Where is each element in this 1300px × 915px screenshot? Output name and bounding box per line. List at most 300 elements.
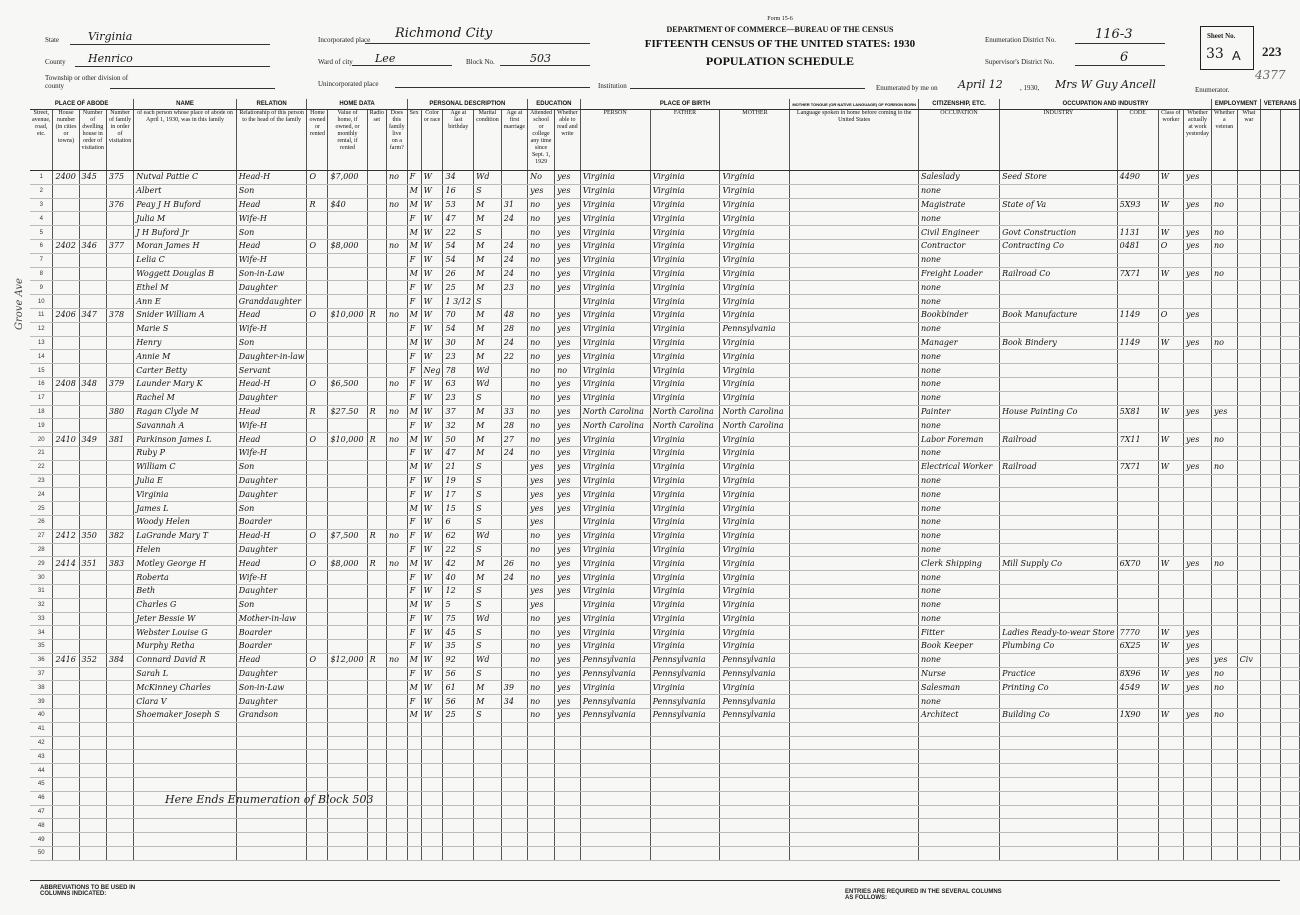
cell-x1 [1261, 612, 1281, 626]
line-number: 4 [30, 212, 53, 226]
cell-x2 [1281, 184, 1300, 198]
cell-am [501, 171, 527, 185]
cell-name: Parkinson James L [134, 433, 237, 447]
cell-age: 70 [443, 308, 474, 322]
cell-race: W [421, 253, 443, 267]
cell-vet [1212, 502, 1238, 516]
cell-ind: Printing Co [1000, 681, 1118, 695]
cell-x2 [1281, 626, 1300, 640]
cell-pb: Pennsylvania [580, 667, 650, 681]
cell-war [1237, 529, 1260, 543]
cell-am: 26 [501, 557, 527, 571]
cell-mar [474, 764, 502, 778]
cell-wk [1184, 488, 1212, 502]
cell-mb: Virginia [720, 364, 790, 378]
cell-pb: Virginia [580, 364, 650, 378]
cell-fam [106, 336, 133, 350]
cell-x1 [1261, 847, 1281, 861]
cell-rel: Son [236, 226, 307, 240]
cell-occ: Fitter [918, 626, 999, 640]
cell-age: 75 [443, 612, 474, 626]
cell-cls [1158, 833, 1183, 847]
cell-mar: S [474, 391, 502, 405]
cell-house: 2414 [53, 557, 79, 571]
cell-farm [386, 695, 407, 709]
cell-wk [1184, 584, 1212, 598]
cell-x2 [1281, 433, 1300, 447]
cell-am [501, 750, 527, 764]
cell-farm [386, 598, 407, 612]
cell-wk: yes [1184, 336, 1212, 350]
cell-dw [79, 612, 106, 626]
cell-pb: Virginia [580, 281, 650, 295]
cell-radio [367, 350, 386, 364]
cell-code [1117, 598, 1158, 612]
cell-fam [106, 502, 133, 516]
cell-x1 [1261, 722, 1281, 736]
cell-sex: M [407, 405, 421, 419]
cell-radio [367, 212, 386, 226]
cell-own [307, 764, 328, 778]
cell-cls [1158, 419, 1183, 433]
enumerator-name: Mrs W Guy Ancell [1055, 78, 1156, 91]
cell-war [1237, 226, 1260, 240]
cell-rel: Head [236, 557, 307, 571]
cell-x2 [1281, 212, 1300, 226]
cell-race: W [421, 198, 443, 212]
table-row [30, 433, 1300, 447]
cell-code [1117, 184, 1158, 198]
table-row [30, 653, 1300, 667]
cell-fam [106, 322, 133, 336]
abbreviations-title: ABBREVIATIONS TO BE USED IN COLUMNS INDICATED: [40, 885, 136, 897]
cell-pb: Virginia [580, 543, 650, 557]
cell-own [307, 336, 328, 350]
line-number: 38 [30, 681, 53, 695]
cell-x1 [1261, 267, 1281, 281]
cell-val [328, 184, 367, 198]
cell-ind [1000, 847, 1118, 861]
cell-code: 6X70 [1117, 557, 1158, 571]
line-number: 2 [30, 184, 53, 198]
cell-ind [1000, 281, 1118, 295]
table-row [30, 557, 1300, 571]
cell-code: 4490 [1117, 171, 1158, 185]
cell-am [501, 502, 527, 516]
cell-fam [106, 709, 133, 723]
cell-lang [790, 557, 919, 571]
cell-name: Henry [134, 336, 237, 350]
cell-farm [386, 336, 407, 350]
corner-note: 4377 [1255, 68, 1286, 82]
cell-mar: M [474, 681, 502, 695]
cell-mar: Wd [474, 653, 502, 667]
cell-mb: Virginia [720, 640, 790, 654]
cell-val [328, 819, 367, 833]
cell-farm: no [386, 433, 407, 447]
cell-x1 [1261, 474, 1281, 488]
cell-farm [386, 515, 407, 529]
cell-own: O [307, 377, 328, 391]
cell-dw [79, 626, 106, 640]
cell-rel: Son [236, 184, 307, 198]
cell-age: 42 [443, 557, 474, 571]
cell-x1 [1261, 626, 1281, 640]
cell-x1 [1261, 681, 1281, 695]
cell-own [307, 709, 328, 723]
cell-ind [1000, 736, 1118, 750]
cell-x2 [1281, 584, 1300, 598]
cell-fam [106, 419, 133, 433]
cell-own [307, 460, 328, 474]
line-number: 11 [30, 308, 53, 322]
cell-sex [407, 764, 421, 778]
cell-mar: Wd [474, 171, 502, 185]
cell-x2 [1281, 681, 1300, 695]
cell-own [307, 474, 328, 488]
cell-wk [1184, 722, 1212, 736]
cell-ind: Railroad [1000, 433, 1118, 447]
line-number: 12 [30, 322, 53, 336]
cell-name: Beth [134, 584, 237, 598]
cell-vet [1212, 543, 1238, 557]
table-row [30, 805, 1300, 819]
cell-pb: Virginia [580, 253, 650, 267]
cell-cls [1158, 322, 1183, 336]
cell-pb: Virginia [580, 598, 650, 612]
cell-rel: Daughter [236, 488, 307, 502]
cell-occ: Manager [918, 336, 999, 350]
cell-race: W [421, 267, 443, 281]
cell-mar: M [474, 212, 502, 226]
cell-val [328, 722, 367, 736]
cell-rel: Grandson [236, 709, 307, 723]
cell-am [501, 833, 527, 847]
enumerated-date: April 12 [958, 78, 1003, 91]
cell-own [307, 322, 328, 336]
cell-house [53, 184, 79, 198]
cell-occ [918, 736, 999, 750]
cell-wk: yes [1184, 405, 1212, 419]
cell-wk [1184, 695, 1212, 709]
cell-radio [367, 171, 386, 185]
cell-dw [79, 350, 106, 364]
cell-vet: no [1212, 709, 1238, 723]
cell-rd: yes [555, 171, 581, 185]
cell-fb: Virginia [650, 239, 720, 253]
cell-race: W [421, 709, 443, 723]
cell-am: 24 [501, 446, 527, 460]
cell-occ [918, 778, 999, 792]
cell-mar: S [474, 626, 502, 640]
cell-own [307, 543, 328, 557]
cell-rel: Daughter-in-law [236, 350, 307, 364]
cell-x1 [1261, 377, 1281, 391]
cell-lang [790, 364, 919, 378]
line-number: 9 [30, 281, 53, 295]
cell-pb: Virginia [580, 640, 650, 654]
cell-mb [720, 736, 790, 750]
cell-ind [1000, 184, 1118, 198]
cell-ind [1000, 446, 1118, 460]
cell-vet [1212, 515, 1238, 529]
cell-rel: Boarder [236, 515, 307, 529]
cell-val [328, 695, 367, 709]
cell-name [134, 819, 237, 833]
cell-race: W [421, 529, 443, 543]
group-abode: PLACE OF ABODE [30, 99, 134, 110]
cell-rd: yes [555, 681, 581, 695]
cell-mb: Virginia [720, 377, 790, 391]
cell-name [134, 833, 237, 847]
cell-farm [386, 502, 407, 516]
cell-name: Jeter Bessie W [134, 612, 237, 626]
cell-sch [528, 833, 555, 847]
cell-age: 56 [443, 695, 474, 709]
cell-fam [106, 460, 133, 474]
cell-farm [386, 446, 407, 460]
cell-house: 2400 [53, 171, 79, 185]
cell-name: Clara V [134, 695, 237, 709]
cell-mb [720, 847, 790, 861]
cell-occ: Salesman [918, 681, 999, 695]
cell-dw [79, 212, 106, 226]
cell-lang [790, 515, 919, 529]
cell-race: W [421, 695, 443, 709]
cell-dw [79, 819, 106, 833]
cell-rel: Daughter [236, 474, 307, 488]
table-row [30, 571, 1300, 585]
cell-wk [1184, 474, 1212, 488]
cell-sex [407, 847, 421, 861]
cell-rel [236, 750, 307, 764]
institution-label: Institution [598, 82, 627, 90]
table-row [30, 488, 1300, 502]
cell-race: W [421, 308, 443, 322]
cell-code [1117, 736, 1158, 750]
cell-ind [1000, 419, 1118, 433]
cell-x2 [1281, 364, 1300, 378]
block-value: 503 [530, 52, 551, 65]
cell-fb: Virginia [650, 460, 720, 474]
cell-fb [650, 819, 720, 833]
cell-rel: Son [236, 502, 307, 516]
cell-name [134, 847, 237, 861]
cell-sch [528, 750, 555, 764]
cell-ind [1000, 584, 1118, 598]
cell-ind [1000, 764, 1118, 778]
cell-name: Julia E [134, 474, 237, 488]
cell-lang [790, 571, 919, 585]
cell-ind: Building Co [1000, 709, 1118, 723]
cell-age [443, 819, 474, 833]
cell-x2 [1281, 267, 1300, 281]
col-person-birth: PERSON [580, 110, 650, 171]
cell-sex: F [407, 667, 421, 681]
cell-rel: Son [236, 460, 307, 474]
cell-cls: W [1158, 709, 1183, 723]
cell-code: 7X71 [1117, 460, 1158, 474]
page-stamp: 223 [1262, 44, 1282, 59]
cell-farm [386, 488, 407, 502]
cell-sex: F [407, 571, 421, 585]
cell-pb: Virginia [580, 350, 650, 364]
table-row [30, 460, 1300, 474]
cell-sch: no [528, 364, 555, 378]
cell-radio [367, 515, 386, 529]
cell-cls: W [1158, 557, 1183, 571]
table-row [30, 750, 1300, 764]
cell-own [307, 778, 328, 792]
cell-house [53, 791, 79, 805]
col-tenure: Home owned or rented [307, 110, 328, 171]
cell-age: 21 [443, 460, 474, 474]
cell-x1 [1261, 419, 1281, 433]
cell-sex: M [407, 184, 421, 198]
cell-pb: Virginia [580, 460, 650, 474]
cell-cls [1158, 805, 1183, 819]
cell-house: 2402 [53, 239, 79, 253]
line-number: 48 [30, 819, 53, 833]
cell-vet: no [1212, 557, 1238, 571]
cell-cls [1158, 212, 1183, 226]
cell-wk [1184, 446, 1212, 460]
cell-sex: F [407, 584, 421, 598]
line-number: 41 [30, 722, 53, 736]
cell-x1 [1261, 640, 1281, 654]
cell-sex: M [407, 460, 421, 474]
cell-wk [1184, 295, 1212, 309]
cell-ind [1000, 612, 1118, 626]
cell-wk: yes [1184, 171, 1212, 185]
cell-lang [790, 350, 919, 364]
cell-rel: Daughter [236, 695, 307, 709]
cell-rd: yes [555, 488, 581, 502]
cell-mar: M [474, 695, 502, 709]
cell-ind [1000, 502, 1118, 516]
cell-fam [106, 764, 133, 778]
cell-fb: Virginia [650, 350, 720, 364]
cell-mar: Wd [474, 377, 502, 391]
col-house: House number (in cities or towns) [53, 110, 79, 171]
cell-own [307, 253, 328, 267]
cell-am [501, 667, 527, 681]
cell-age: 56 [443, 667, 474, 681]
cell-lang [790, 529, 919, 543]
cell-sex: F [407, 515, 421, 529]
cell-code [1117, 295, 1158, 309]
cell-am [501, 847, 527, 861]
cell-wk [1184, 529, 1212, 543]
table-row [30, 474, 1300, 488]
cell-sch: yes [528, 460, 555, 474]
cell-lang [790, 543, 919, 557]
cell-val [328, 502, 367, 516]
cell-war [1237, 419, 1260, 433]
cell-wk [1184, 253, 1212, 267]
line-number: 16 [30, 377, 53, 391]
cell-mb: Virginia [720, 446, 790, 460]
cell-house [53, 584, 79, 598]
cell-mar [474, 778, 502, 792]
cell-x1 [1261, 336, 1281, 350]
cell-name: William C [134, 460, 237, 474]
cell-lang [790, 502, 919, 516]
cell-mb: Virginia [720, 171, 790, 185]
cell-farm [386, 805, 407, 819]
cell-mb: Virginia [720, 529, 790, 543]
cell-cls: W [1158, 640, 1183, 654]
cell-fam [106, 295, 133, 309]
cell-occ: none [918, 446, 999, 460]
cell-code [1117, 419, 1158, 433]
cell-sch: no [528, 350, 555, 364]
cell-ind [1000, 819, 1118, 833]
cell-sch [528, 736, 555, 750]
line-number: 26 [30, 515, 53, 529]
cell-x1 [1261, 543, 1281, 557]
cell-val [328, 364, 367, 378]
county-label: County [45, 58, 66, 66]
cell-x1 [1261, 391, 1281, 405]
cell-dw [79, 695, 106, 709]
cell-pb: Virginia [580, 529, 650, 543]
cell-name: Sarah L [134, 667, 237, 681]
cell-occ: none [918, 391, 999, 405]
cell-dw: 350 [79, 529, 106, 543]
line-number: 34 [30, 626, 53, 640]
cell-vet [1212, 529, 1238, 543]
cell-mar: M [474, 446, 502, 460]
cell-dw [79, 805, 106, 819]
cell-race: W [421, 515, 443, 529]
incorporated-line [365, 43, 590, 44]
cell-radio [367, 474, 386, 488]
cell-x1 [1261, 819, 1281, 833]
cell-code [1117, 212, 1158, 226]
cell-age: 61 [443, 681, 474, 695]
cell-mb: Pennsylvania [720, 695, 790, 709]
cell-wk [1184, 791, 1212, 805]
cell-sex: M [407, 681, 421, 695]
col-blank-1 [1261, 110, 1281, 171]
cell-farm [386, 722, 407, 736]
cell-vet [1212, 295, 1238, 309]
cell-mar [474, 736, 502, 750]
cell-val [328, 295, 367, 309]
cell-cls [1158, 502, 1183, 516]
cell-am: 27 [501, 433, 527, 447]
cell-ind: Ladies Ready-to-wear Store [1000, 626, 1118, 640]
cell-war [1237, 515, 1260, 529]
cell-name [134, 750, 237, 764]
cell-fb: Virginia [650, 364, 720, 378]
cell-name: Webster Louise G [134, 626, 237, 640]
cell-mb: Pennsylvania [720, 653, 790, 667]
cell-fb: Virginia [650, 584, 720, 598]
cell-vet [1212, 833, 1238, 847]
cell-cls [1158, 184, 1183, 198]
cell-age: 37 [443, 405, 474, 419]
cell-house [53, 336, 79, 350]
cell-sch: yes [528, 474, 555, 488]
cell-code [1117, 364, 1158, 378]
cell-mar: M [474, 405, 502, 419]
cell-fam: 378 [106, 308, 133, 322]
cell-pb [580, 736, 650, 750]
cell-pb: Virginia [580, 681, 650, 695]
cell-dw [79, 460, 106, 474]
